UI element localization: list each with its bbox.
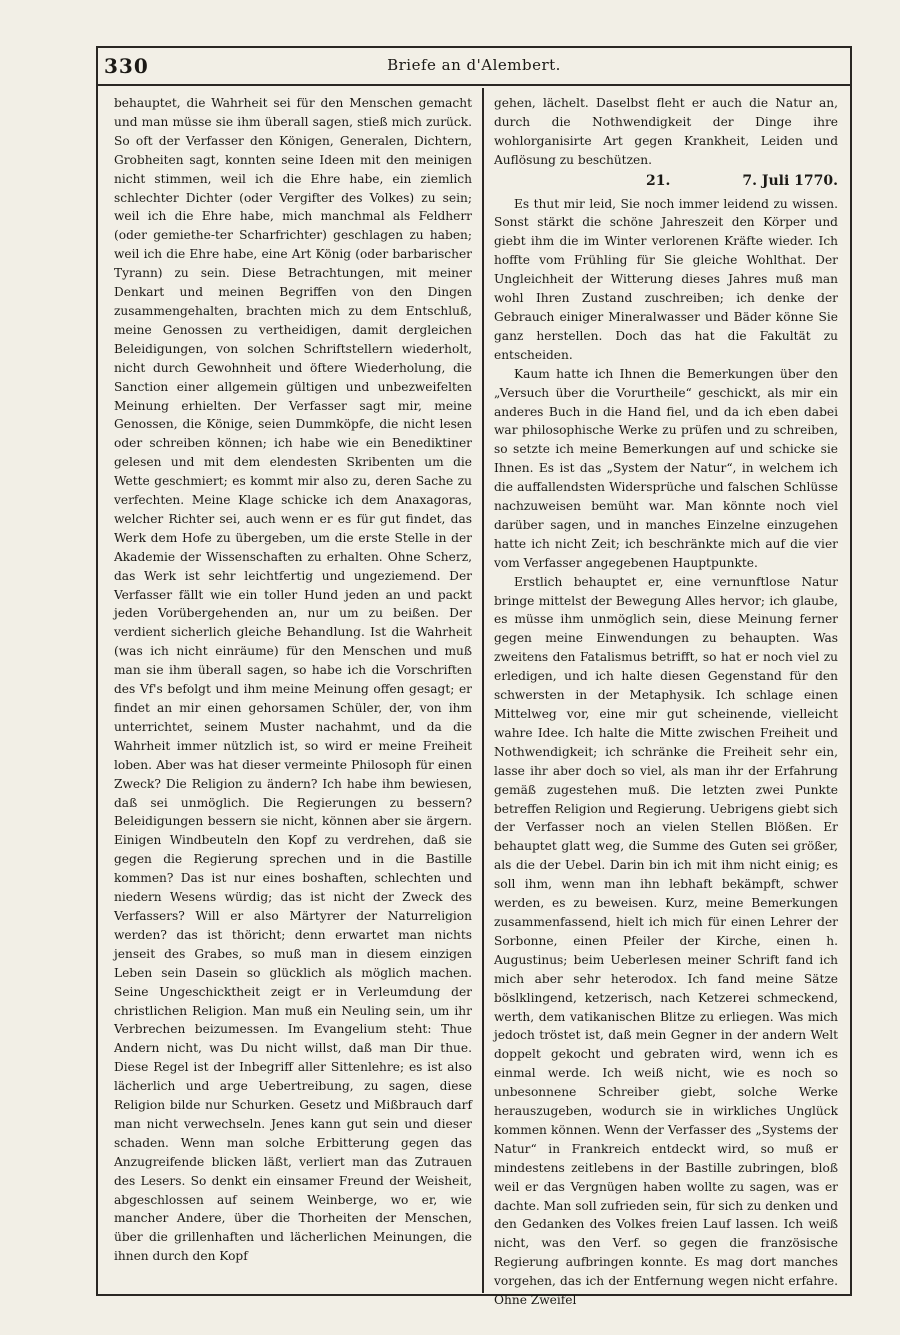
letter-heading xyxy=(494,172,838,191)
right-paragraph-4: Erstlich behauptet er, eine vernunftlose Natur bringe mittelst der Bewegung Alles hervor; ich glaube, es müsse ihm unmöglich sein, diese Meinung ferner gegen meine Einwendungen zu behaupten. Was zweitens den Fatalismus betrifft, so hat er noch viel zu erledigen, und ich halte diesen Gegenstand für den schwersten in der Metaphysik. Ich schlage einen Mittelweg vor, eine mir gut scheinende, vielleicht wahre Idee. Ich halte die Mitte zwischen Freiheit und Nothwendigkeit; ich schränke die Freiheit sehr ein, lasse ihr aber doch so viel, als man ihr der Erfahrung gemäß zugestehen muß. Die letzten zwei Punkte betreffen Religion und Regierung. Uebrigens giebt sich der Verfasser noch an vielen Stellen Blößen. Er behauptet glatt weg, die Summe des Guten sei größer, als die der Uebel. Darin bin ich mit ihm nicht einig; es soll ihm, wenn man ihn lebhaft bekämpft, schwer werden, es zu beweisen. Kurz, meine Bemerkungen zusammenfassend, hielt ich mich für einen Lehrer der Sorbonne, einen Pfeiler der Kirche, einen h. Augustinus; beim Ueberlesen meiner Schrift fand ich mich aber sehr heterodox. Ich fand meine Sätze böslklingend, ketzerisch, nach Ketzerei schmeckend, werth, dem vatikanischen Blitze zu erliegen. Was mich jedoch tröstet ist, daß mein Gegner in der andern Welt doppelt gekocht und gebraten wird, wenn ich es einmal werde. Ich weiß nicht, wie es noch so unbesonnene Schreiber giebt, solche Werke herauszugeben, wodurch sie in wirkliches Unglück kommen können. Wenn der Verfasser des „Systems der Natur“ in Frankreich entdeckt wird, so muß er mindestens zeitlebens in der Bastille zubringen, bloß weil er das Vergnügen haben wollte zu sagen, was er dachte. Man soll zufrieden sein, für sich zu denken und den Gedanken des Volkes freien Lauf lassen. Ich weiß nicht, was den Verf. so gegen die französische Regierung aufbringen konnte. Es mag dort manches vorgehen, das ich der Entfernung wegen nicht erfahre. Ohne Zweifel xyxy=(494,574,838,1308)
right-paragraph-2: Es thut mir leid, Sie noch immer leidend zu wissen. Sonst stärkt die schöne Jahreszeit den Körper und giebt ihm die im Winter verlorenen Kräfte wieder. Ich hoffte vom Frühling für Sie gleiche Wohlthat. Der Ungleichheit der Witterung dieses Jahres muß man wohl Ihren Zustand zuschreiben; ich denke der Gebrauch einiger Mineralwasser und Bäder könne Sie ganz herstellen. Doch das hat die Fakultät zu entscheiden. xyxy=(494,196,838,362)
left-column xyxy=(114,94,472,1266)
page-number: 330 xyxy=(104,54,149,78)
letter-number: 21. xyxy=(646,172,671,189)
column-divider xyxy=(482,88,484,1293)
left-paragraph-1: behauptet, die Wahrheit sei für den Menschen gemacht und man müsse sie ihm überall sagen, stieß mich zurück. So oft der Verfasser den Königen, Generalen, Dichtern, Grobheiten sagt, konnten seine Ideen mit den meinigen nicht stimmen, weil ich die Ehre habe, ein ziemlich schlechter Dichter (oder Vergifter des Volkes) zu sein; weil ich die Ehre habe, mich manchmal als Feldherr (oder gemiethe-ter Scharfrichter) geschlagen zu haben; weil ich die Ehre habe, eine Art König (oder barbarischer Tyrann) zu sein. Diese Betrachtungen, mit meiner Denkart und meinen Begriffen von den Dingen zusammengehalten, brachten mich zu dem Entschluß, meine Genossen zu vertheidigen, damit dergleichen Beleidigungen, von solchen Schriftstellern wiederholt, nicht durch Gewohnheit und öftere Wiederholung, die Sanction einer allgemein gültigen und unbezweifelten Meinung erhielten. Der Verfasser sagt mir, meine Genossen, die Könige, seien Dummköpfe, die nicht lesen oder schreiben können; ich habe wie ein Benediktiner gelesen und mit dem elendesten Skribenten um die Wette geschmiert; es kommt mir also zu, deren Sache zu verfechten. Meine Klage schicke ich dem Anaxagoras, welcher Richter sei, auch wenn er es für gut findet, das Werk dem Hofe zu übergeben, um die erste Stelle in der Akademie der Wissenschaften zu erhalten. Ohne Scherz, das Werk ist sehr leichtfertig und ungeziemend. Der Verfasser fällt wie ein toller Hund jeden an und packt jeden Vorübergehenden an, nur um zu beißen. Der verdient sicherlich gleiche Behandlung. Ist die Wahrheit (was ich nicht einräume) für den Menschen und muß man sie ihm überall sagen, so habe ich die Vorschriften des Vf's befolgt und ihm meine Meinung offen gesagt; er findet an mir einen gehorsamen Schüler, der, von ihm unterrichtet, seinem Muster nachahmt, und da die Wahrheit immer nützlich ist, so wird er meine Freiheit loben. Aber was hat dieser vermeinte Philosoph für einen Zweck? Die Religion zu ändern? Ich habe ihm bewiesen, daß sei unmöglich. Die Regierungen zu bessern? Beleidigungen bessern sie nicht, können aber sie ärgern. Einigen Windbeuteln den Kopf zu verdrehen, daß sie gegen die Regierung sprechen und in die Bastille kommen? Das ist nur eines boshaften, schlechten und niedern Wesens würdig; das ist nicht der Zweck des Verfassers? Will er also Märtyrer der Naturreligion werden? das ist thöricht; denn erwartet man nichts jenseit des Grabes, so muß man in diesem einzigen Leben sein Dasein so glücklich als möglich machen. Seine Ungeschicktheit zeigt er in Verleumdung der christlichen Religion. Man muß ein Neuling sein, um ihr Verbrechen beizumessen. Im Evangelium steht: Thue Andern nicht, was Du nicht willst, daß man Dir thue. Diese Regel ist der Inbegriff aller Sittenlehre; es ist also lächerlich und arge Uebertreibung, zu sagen, diese Religion bilde nur Schurken. Gesetz und Mißbrauch darf man nicht verwechseln. Jenes kann gut sein und dieser schaden. Wenn man solche Erbitterung gegen das Anzugreifende blicken läßt, verliert man das Zutrauen des Lesers. So denkt ein einsamer Freund der Weisheit, abgeschlossen auf seinem Weinberge, wo er, wie mancher Andere, über die Thorheiten der Menschen, über die grillenhaften und lächerlichen Meinungen, die ihnen durch den Kopf xyxy=(114,96,472,1264)
right-paragraph-3: Kaum hatte ich Ihnen die Bemerkungen über den „Versuch über die Vorurtheile“ geschickt, als mir ein anderes Buch in die Hand fiel, und da ich eben dabei war philosophische Werke zu prüfen und zu schreiben, so setzte ich meine Bemerkungen auf und schicke sie Ihnen. Es ist das „System der Natur“, in welchem ich die auffallendsten Widersprüche und falschen Schlüsse nachzuweisen bemüht war. Man könnte noch viel darüber sagen, und in manches Einzelne einzugehen hatte ich nicht Zeit; ich beschränkte mich auf die vier vom Verfasser angegebenen Hauptpunkte. xyxy=(494,366,838,570)
letter-date: 7. Juli 1770. xyxy=(742,172,838,189)
running-title: Briefe an d'Alembert. xyxy=(387,56,561,74)
right-column xyxy=(494,94,838,1310)
right-paragraph-1: gehen, lächelt. Daselbst fleht er auch die Natur an, durch die Nothwendigkeit der Dinge ihre wohlorganisirte Art gegen Krankheit, Leiden und Auflösung zu beschützen. xyxy=(494,96,838,167)
page-header xyxy=(98,50,850,86)
